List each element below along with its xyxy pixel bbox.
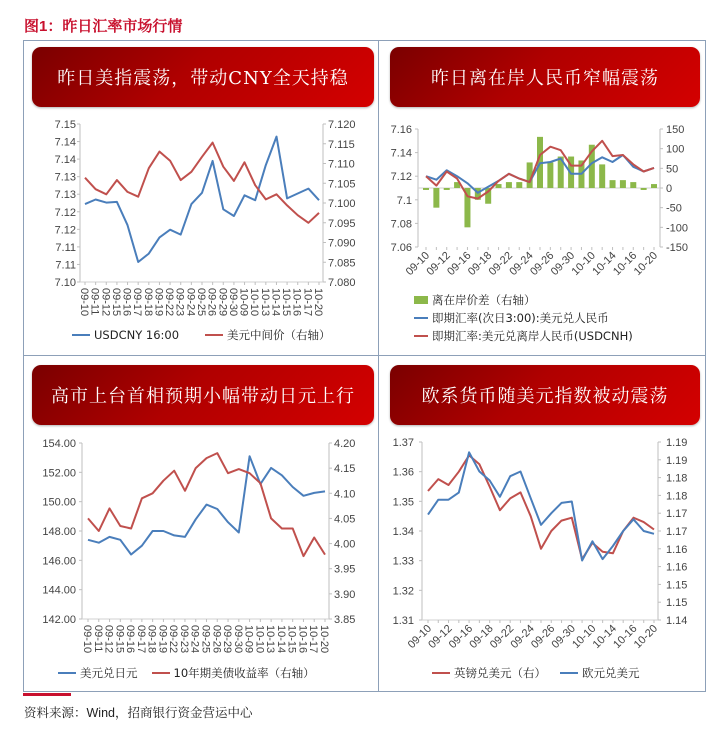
x-tick-label: 09-25 (199, 625, 212, 654)
legend-label: 即期汇率(次日3:00):美元兑人民币 (432, 311, 609, 325)
x-tick-label: 10-16 (611, 249, 640, 279)
chart3-title-banner: 高市上台首相预期小幅带动日元上行 (32, 365, 374, 425)
x-tick-label: 09-17 (131, 288, 144, 317)
right-tick-label: 3.95 (334, 563, 356, 576)
left-tick-label: 7.08 (390, 218, 412, 231)
x-tick-label: 09-12 (426, 622, 455, 652)
legend-swatch-red (152, 672, 170, 674)
bar-spread (423, 188, 429, 190)
bar-spread (610, 180, 616, 188)
figure-title: 图1：昨日汇率市场行情 (24, 18, 183, 35)
chart2-legend-blue (414, 310, 609, 326)
x-tick-label: 10-14 (590, 249, 619, 279)
right-tick-label: 4.05 (334, 513, 356, 526)
bar-spread (516, 182, 522, 188)
legend-label: 英镑兑美元（右） (454, 666, 546, 680)
x-tick-label: 09-22 (163, 288, 176, 317)
left-tick-label: 7.06 (390, 242, 412, 254)
legend-swatch-blue (560, 672, 578, 674)
right-tick-label: 1.16 (666, 543, 688, 556)
left-tick-label: 144.00 (42, 584, 76, 597)
legend-swatch-red (414, 335, 428, 337)
x-tick-label: 09-10 (403, 249, 433, 279)
x-tick-label: 10-16 (296, 625, 309, 654)
left-tick-label: 1.35 (392, 496, 414, 509)
x-tick-label: 09-15 (113, 625, 126, 654)
x-tick-label: 09-16 (446, 622, 476, 652)
right-tick-label: 1.19 (666, 437, 688, 449)
left-tick-label: 1.37 (392, 437, 414, 449)
left-tick-label: 7.14 (390, 147, 412, 160)
right-tick-label: 4.10 (334, 488, 356, 501)
bar-spread (433, 188, 439, 208)
x-tick-label: 10-10 (569, 249, 598, 279)
left-tick-label: 7.13 (54, 189, 76, 202)
x-tick-label: 10-14 (590, 622, 620, 652)
c3-plot (42, 438, 355, 653)
x-tick-label: 09-23 (177, 625, 190, 654)
x-tick-label: 09-30 (549, 622, 578, 652)
right-tick-label: 7.090 (328, 237, 356, 250)
x-tick-label: 10-17 (307, 625, 320, 654)
right-tick-label: 4.20 (334, 438, 356, 450)
right-tick-label: 1.14 (666, 615, 688, 627)
right-tick-label: 3.85 (334, 614, 356, 626)
bar-spread (630, 182, 636, 188)
left-tick-label: 1.33 (392, 555, 414, 568)
bar-spread (506, 182, 512, 188)
bar-spread (444, 188, 450, 190)
x-tick-label: 10-14 (269, 288, 282, 317)
left-tick-label: 1.32 (392, 585, 414, 598)
right-tick-label: 1.17 (666, 526, 688, 538)
right-tick-label: 1.16 (666, 561, 688, 574)
x-tick-label: 09-24 (507, 249, 536, 279)
right-tick-label: 1.17 (666, 508, 688, 521)
x-tick-label: 09-16 (120, 288, 133, 317)
x-tick-label: 10-15 (280, 288, 293, 317)
chart2-legend-bar (414, 292, 536, 308)
legend-swatch-blue (72, 334, 90, 336)
x-tick-label: 09-26 (210, 625, 223, 654)
x-tick-label: 09-19 (156, 625, 169, 654)
legend-label: 即期汇率:美元兑离岸人民币(USDCNH) (432, 329, 633, 343)
x-tick-label: 09-29 (221, 625, 234, 654)
left-tick-label: 7.11 (55, 259, 76, 272)
legend-label: 欧元兑美元 (582, 666, 640, 680)
right-tick-label: 7.080 (328, 277, 356, 289)
right-tick-label: -150 (666, 242, 689, 254)
c2-plot (391, 124, 688, 278)
legend-swatch-blue (58, 672, 76, 674)
x-tick-label: 10-13 (258, 288, 271, 317)
left-tick-label: 7.15 (54, 119, 76, 131)
x-tick-label: 10-10 (253, 625, 266, 654)
x-tick-label: 10-15 (285, 625, 298, 654)
left-tick-label: 150.00 (42, 496, 76, 509)
chart1-legend (72, 327, 331, 343)
x-tick-label: 10-16 (290, 288, 303, 317)
x-tick-label: 09-24 (508, 622, 537, 652)
right-tick-label: 1.18 (666, 490, 688, 503)
right-tick-label: 1.18 (666, 472, 688, 485)
left-tick-label: 146.00 (42, 555, 76, 568)
chart1-title-banner: 昨日美指震荡，带动CNY全天持稳 (32, 47, 374, 107)
right-tick-label: 7.105 (328, 178, 356, 191)
c1-plot (55, 119, 356, 316)
bar-spread (651, 184, 657, 188)
left-tick-label: 7.13 (54, 171, 76, 184)
x-tick-label: 10-10 (248, 288, 261, 317)
bar-spread (547, 162, 553, 188)
x-tick-label: 09-19 (152, 288, 165, 317)
right-tick-label: 100 (666, 143, 685, 156)
right-tick-label: 7.115 (328, 138, 355, 151)
legend-label: 美元兑日元 (80, 666, 138, 680)
legend-label: USDCNY 16:00 (94, 328, 180, 342)
bar-spread (641, 188, 647, 190)
x-tick-label: 09-30 (548, 249, 578, 279)
x-tick-label: 09-17 (134, 625, 147, 654)
x-tick-label: 09-26 (528, 249, 557, 279)
right-tick-label: 4.00 (334, 538, 356, 551)
chart3-legend (58, 665, 315, 681)
x-tick-label: 10-14 (274, 625, 287, 654)
x-tick-label: 09-12 (424, 249, 453, 279)
x-tick-label: 09-18 (145, 625, 158, 654)
series-line-red (428, 455, 654, 559)
right-tick-label: 7.095 (328, 217, 356, 230)
left-tick-label: 154.00 (42, 438, 76, 450)
left-tick-label: 7.14 (54, 154, 76, 167)
left-tick-label: 152.00 (42, 467, 76, 480)
bar-spread (620, 180, 626, 188)
x-tick-label: 09-26 (205, 288, 218, 317)
right-tick-label: 150 (666, 124, 685, 136)
x-tick-label: 10-20 (318, 625, 330, 654)
left-tick-label: 7.10 (54, 277, 76, 289)
right-tick-label: 7.120 (328, 119, 356, 131)
bar-spread (496, 184, 502, 188)
x-tick-label: 09-10 (78, 288, 90, 317)
left-tick-label: 7.1 (396, 194, 412, 207)
x-tick-label: 09-25 (195, 288, 207, 317)
right-tick-label: 7.110 (328, 158, 355, 171)
right-tick-label: 7.100 (328, 198, 356, 210)
x-tick-label: 09-22 (486, 249, 516, 279)
x-tick-label: 09-10 (405, 622, 435, 652)
x-tick-label: 09-15 (109, 288, 122, 317)
x-tick-label: 09-22 (167, 625, 180, 654)
x-tick-label: 09-12 (102, 625, 115, 654)
x-tick-label: 10-20 (312, 288, 324, 317)
x-tick-label: 09-26 (529, 622, 558, 652)
x-tick-label: 10-09 (237, 288, 250, 317)
x-tick-label: 09-11 (91, 625, 104, 653)
x-tick-label: 09-18 (465, 249, 495, 279)
chart4-title-banner: 欧系货币随美元指数被动震荡 (390, 365, 700, 425)
x-tick-label: 10-16 (611, 622, 640, 652)
x-tick-label: 09-18 (467, 622, 496, 652)
left-tick-label: 7.16 (390, 124, 412, 136)
x-tick-label: 09-18 (141, 288, 154, 317)
x-tick-label: 10-10 (570, 622, 599, 652)
x-tick-label: 09-24 (184, 288, 197, 317)
right-tick-label: 0 (666, 183, 673, 195)
x-tick-label: 09-22 (487, 622, 517, 652)
chart2-legend-red (414, 328, 633, 344)
x-tick-label: 09-29 (216, 288, 229, 317)
source-note: 资料来源：Wind，招商银行资金营运中心 (24, 706, 253, 720)
series-line-blue (88, 456, 325, 554)
right-tick-label: 7.085 (328, 257, 356, 270)
right-tick-label: -100 (666, 222, 689, 235)
chart4-legend (432, 665, 640, 681)
source-rule (23, 693, 71, 696)
x-tick-label: 10-17 (301, 288, 314, 317)
left-tick-label: 7.12 (54, 224, 76, 237)
bar-spread (599, 164, 605, 188)
left-tick-label: 7.11 (55, 241, 76, 254)
x-tick-label: 09-12 (99, 288, 112, 317)
right-tick-label: 50 (666, 163, 679, 176)
left-tick-label: 148.00 (42, 526, 76, 538)
x-tick-label: 10-09 (242, 625, 255, 654)
x-tick-label: 10-13 (264, 625, 277, 654)
right-tick-label: 1.19 (666, 454, 688, 467)
legend-label: 10年期美债收益率（右轴） (173, 666, 315, 680)
right-tick-label: 4.15 (334, 463, 356, 476)
x-tick-label: 09-30 (226, 288, 239, 317)
legend-swatch-blue (414, 317, 428, 319)
left-tick-label: 1.31 (392, 615, 414, 627)
legend-swatch-green (414, 296, 428, 304)
left-tick-label: 7.12 (390, 171, 412, 184)
left-tick-label: 7.12 (54, 206, 76, 219)
x-tick-label: 09-30 (231, 625, 244, 654)
legend-swatch-red (432, 672, 450, 674)
left-tick-label: 1.36 (392, 466, 414, 479)
legend-label: 离在岸价差（右轴） (432, 293, 536, 307)
left-tick-label: 142.00 (42, 614, 76, 626)
x-tick-label: 10-20 (631, 622, 661, 652)
legend-swatch-red (205, 334, 223, 336)
right-tick-label: 1.15 (666, 579, 688, 592)
x-tick-label: 10-20 (631, 249, 661, 279)
left-tick-label: 7.14 (54, 136, 76, 149)
x-tick-label: 09-16 (445, 249, 474, 279)
right-tick-label: 3.90 (334, 588, 356, 601)
c4-plot (393, 437, 688, 651)
x-tick-label: 09-16 (124, 625, 137, 654)
left-tick-label: 1.34 (392, 526, 414, 538)
legend-label: 美元中间价（右轴） (227, 328, 331, 342)
x-tick-label: 09-10 (81, 625, 93, 654)
x-tick-label: 09-24 (188, 625, 201, 654)
x-tick-label: 09-23 (173, 288, 186, 317)
chart2-title-banner: 昨日离在岸人民币窄幅震荡 (390, 47, 700, 107)
x-tick-label: 09-11 (88, 288, 101, 316)
right-tick-label: 1.15 (666, 597, 688, 610)
right-tick-label: -50 (666, 202, 682, 215)
